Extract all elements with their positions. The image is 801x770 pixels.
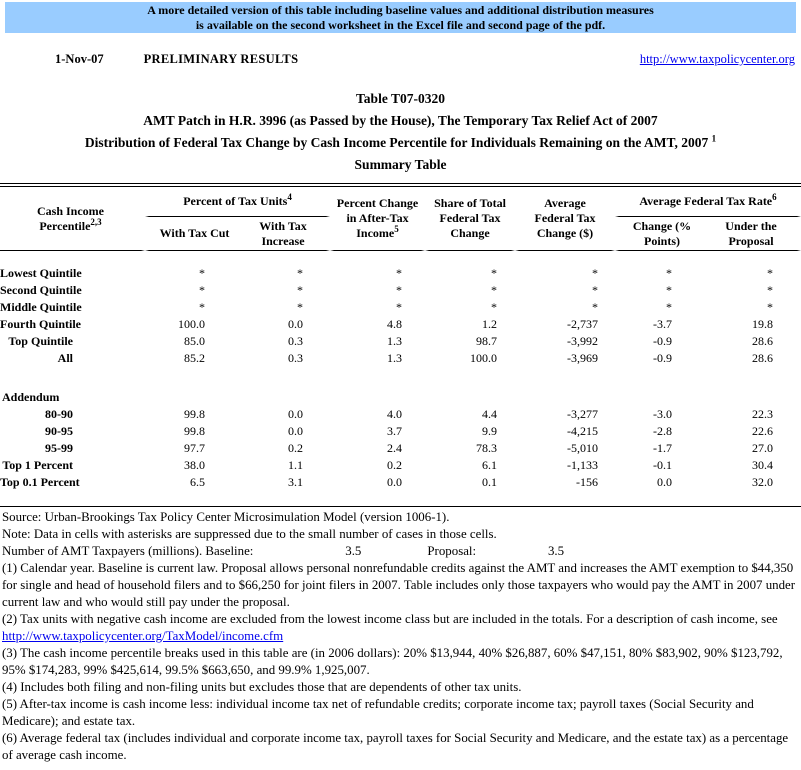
cell-value: -1.7 — [653, 441, 673, 455]
cell-value: 4.0 — [387, 407, 403, 421]
cell-value: 78.3 — [476, 441, 498, 455]
cell-value: 100.0 — [470, 351, 498, 365]
row-label: Second Quintile — [0, 283, 82, 297]
cell-value: 0.2 — [288, 441, 304, 455]
cell-value: -3,969 — [567, 351, 599, 365]
cell-value: -1,133 — [567, 458, 599, 472]
taxpolicycenter-link[interactable]: http://www.taxpolicycenter.org — [639, 52, 795, 66]
table-subtitle-1: AMT Patch in H.R. 3996 (as Passed by the House), The Temporary Tax Relief Act of 2007 — [143, 113, 658, 128]
cell-value: 0.0 — [288, 407, 304, 421]
summary-table-title: Summary Table — [354, 157, 447, 172]
cell-value: * — [396, 266, 403, 280]
cell-value: 0.0 — [288, 317, 304, 331]
summary-table — [0, 187, 801, 491]
cell-value: -3.0 — [653, 407, 673, 421]
info-banner — [5, 2, 796, 33]
addendum-section-head — [0, 367, 801, 406]
cell-value: 6.1 — [482, 458, 498, 472]
cell-value: 0.0 — [657, 475, 673, 489]
table-row — [0, 474, 801, 491]
addendum-rows — [0, 406, 801, 491]
table-row — [0, 299, 801, 316]
cell-value: 19.8 — [752, 317, 774, 331]
cell-value: 38.0 — [184, 458, 205, 472]
cell-value: 3.1 — [288, 475, 304, 489]
cell-value: 0.1 — [482, 475, 498, 489]
footnote-5: (5) After-tax income is cash income less: individual income tax net of refundable credits; corporate income tax; payroll taxes (Social Security and Medicare); and estate tax. — [2, 697, 754, 728]
title-block — [0, 88, 801, 176]
cell-value: -4,215 — [567, 424, 599, 438]
cell-value: * — [767, 266, 774, 280]
amt-taxpayers-line — [2, 543, 798, 560]
cell-value: 32.0 — [752, 475, 774, 489]
cell-value: -5,010 — [567, 441, 599, 455]
quintile-rows — [0, 265, 801, 367]
row-label: 95-99 — [45, 441, 73, 455]
footnote-4: (4) Includes both filing and non-filing units but excludes those that are dependents of other tax units. — [2, 680, 522, 694]
cell-value: 1.2 — [482, 317, 498, 331]
cell-value: 99.8 — [184, 407, 205, 421]
cell-value: 28.6 — [752, 334, 774, 348]
footnote-2: (2) Tax units with negative cash income are excluded from the lowest income class but are included in the totals. For a description of cash income, see http://www.taxpolicycenter.org/TaxModel/income.cfm — [2, 612, 778, 643]
cell-value: 0.2 — [387, 458, 403, 472]
cell-value: -0.1 — [653, 458, 673, 472]
info-banner-line-1: A more detailed version of this table including baseline values and additional distribution measures — [147, 2, 654, 17]
header-with-tax-increase: With Tax Increase — [240, 217, 330, 251]
proposal-label: Proposal: — [427, 544, 477, 558]
cell-value: 22.6 — [752, 424, 774, 438]
cell-value: * — [767, 300, 774, 314]
cell-value: 1.3 — [387, 334, 403, 348]
amt-taxpayers-label: Number of AMT Taxpayers (millions). Baseline: — [2, 544, 254, 558]
cell-value: 1.1 — [288, 458, 304, 472]
header-share-of-total-federal-tax-change: Share of Total Federal Tax Change — [425, 187, 515, 251]
header-percent-change-after-tax-income: Percent Change in After-Tax Income$^5$ — [330, 187, 425, 251]
cell-value: 9.9 — [482, 424, 498, 438]
addendum-label: Addendum — [2, 390, 60, 404]
row-label: All — [57, 351, 73, 365]
cell-value: 0.3 — [288, 351, 304, 365]
cell-value: 6.5 — [190, 475, 205, 489]
cell-value: 85.0 — [184, 334, 205, 348]
cell-value: * — [199, 300, 205, 314]
cell-value: 4.8 — [387, 317, 403, 331]
cell-value: -2.8 — [653, 424, 673, 438]
cell-value: * — [592, 283, 599, 297]
table-row — [0, 423, 801, 440]
cell-value: * — [396, 300, 403, 314]
table-row — [0, 333, 801, 350]
income-definition-link[interactable]: http://www.taxpolicycenter.org/TaxModel/income.cfm — [2, 629, 284, 643]
header-change-pct-points: Change (% Points) — [615, 217, 705, 251]
cell-value: 0.0 — [387, 475, 403, 489]
cell-value: -156 — [576, 475, 599, 489]
cell-value: 3.7 — [387, 424, 403, 438]
cell-value: * — [491, 300, 498, 314]
row-label: Fourth Quintile — [0, 317, 82, 331]
table-subtitle-2: Distribution of Federal Tax Change by Cash Income Percentile for Individuals Remaining on the AMT, 2007 $^1$ — [84, 133, 717, 150]
cell-value: 0.3 — [288, 334, 304, 348]
table-row — [0, 457, 801, 474]
cell-value: * — [297, 300, 304, 314]
cell-value: 27.0 — [752, 441, 774, 455]
footnote-1: (1) Calendar year. Baseline is current law. Proposal allows personal nonrefundable credits against the AMT and increases the AMT exemption to $44,350 for single and head of household filers and to $66,250 for joint filers in 2007. Table includes only those taxpayers who would pay the AMT in 2007 under current law and who would still pay under the proposal. — [2, 561, 796, 609]
header-under-the-proposal: Under the Proposal — [705, 217, 801, 251]
row-label: Top Quintile — [8, 334, 73, 348]
cell-value: * — [666, 283, 673, 297]
preliminary-results-label: PRELIMINARY RESULTS — [143, 52, 299, 66]
cell-value: * — [666, 300, 673, 314]
header-average-federal-tax-change: Average Federal Tax Change ($) — [515, 187, 615, 251]
row-label: Lowest Quintile — [0, 266, 82, 280]
cell-value: -3,277 — [567, 407, 599, 421]
cell-value: -3,992 — [567, 334, 599, 348]
header-average-federal-tax-rate: Average Federal Tax Rate$^6$ — [615, 187, 801, 217]
baseline-value: 3.5 — [345, 544, 362, 558]
cell-value: * — [297, 266, 304, 280]
header-with-tax-cut: With Tax Cut — [145, 217, 240, 251]
source-note: Source: Urban-Brookings Tax Policy Center Microsimulation Model (version 1006-1). — [2, 510, 450, 524]
date-label: 1-Nov-07 — [55, 52, 104, 66]
cell-value: * — [767, 283, 774, 297]
cell-value: 100.0 — [178, 317, 205, 331]
cell-value: 97.7 — [184, 441, 205, 455]
table-row — [0, 406, 801, 423]
cell-value: * — [199, 283, 205, 297]
table-row — [0, 265, 801, 282]
cell-value: 22.3 — [752, 407, 774, 421]
row-label: Top 0.1 Percent — [0, 475, 80, 489]
cell-value: 99.8 — [184, 424, 205, 438]
cell-value: -0.9 — [653, 351, 673, 365]
cell-value: 98.7 — [476, 334, 498, 348]
info-banner-line-2: is available on the second worksheet in the Excel file and second page of the pdf. — [195, 17, 606, 32]
title-footnote-marker: 1 — [711, 133, 717, 144]
cell-value: 85.2 — [184, 351, 205, 365]
cell-value: * — [297, 283, 304, 297]
cell-value: 30.4 — [752, 458, 774, 472]
cell-value: 1.3 — [387, 351, 403, 365]
cell-value: 28.6 — [752, 351, 774, 365]
cell-value: -3.7 — [653, 317, 673, 331]
header-percent-of-tax-units: Percent of Tax Units$^4$ — [145, 187, 330, 217]
table-row — [0, 350, 801, 367]
table-row — [0, 316, 801, 333]
cell-value: * — [396, 283, 403, 297]
header-gap — [0, 251, 801, 265]
cell-value: 4.4 — [482, 407, 498, 421]
table-number-title: Table T07-0320 — [356, 91, 445, 106]
row-label: Middle Quintile — [0, 300, 82, 314]
header-cash-income-percentile: Cash Income Percentile$^{2,3}$ — [0, 187, 145, 251]
footer-notes — [0, 507, 801, 764]
cell-value: -2,737 — [567, 317, 599, 331]
table-header — [0, 187, 801, 251]
suppression-note: Note: Data in cells with asterisks are suppressed due to the small number of cases in those cells. — [2, 527, 497, 541]
cell-value: * — [666, 266, 673, 280]
cell-value: * — [491, 283, 498, 297]
footnote-6: (6) Average federal tax (includes individual and corporate income tax, payroll taxes for Social Security and Medicare, and the estate tax) as a percentage of average cash income. — [2, 731, 789, 762]
cell-value: 2.4 — [387, 441, 403, 455]
table-row — [0, 282, 801, 299]
cell-value: -0.9 — [653, 334, 673, 348]
cell-value: * — [592, 300, 599, 314]
meta-row — [55, 52, 795, 67]
row-label: Top 1 Percent — [2, 458, 73, 472]
cell-value: * — [592, 266, 599, 280]
row-label: 80-90 — [45, 407, 73, 421]
cell-value: * — [199, 266, 205, 280]
table-row — [0, 440, 801, 457]
cell-value: 0.0 — [288, 424, 304, 438]
row-label: 90-95 — [45, 424, 73, 438]
proposal-value: 3.5 — [547, 544, 565, 558]
footnote-3: (3) The cash income percentile breaks used in this table are (in 2006 dollars): 20% $13,944, 40% $26,887, 60% $47,151, 80% $83,902, 90% $123,792, 95% $174,283, 99% $425,614, 99.5% $663,650, and 99.9% 1,925,007. — [2, 646, 783, 677]
cell-value: * — [491, 266, 498, 280]
